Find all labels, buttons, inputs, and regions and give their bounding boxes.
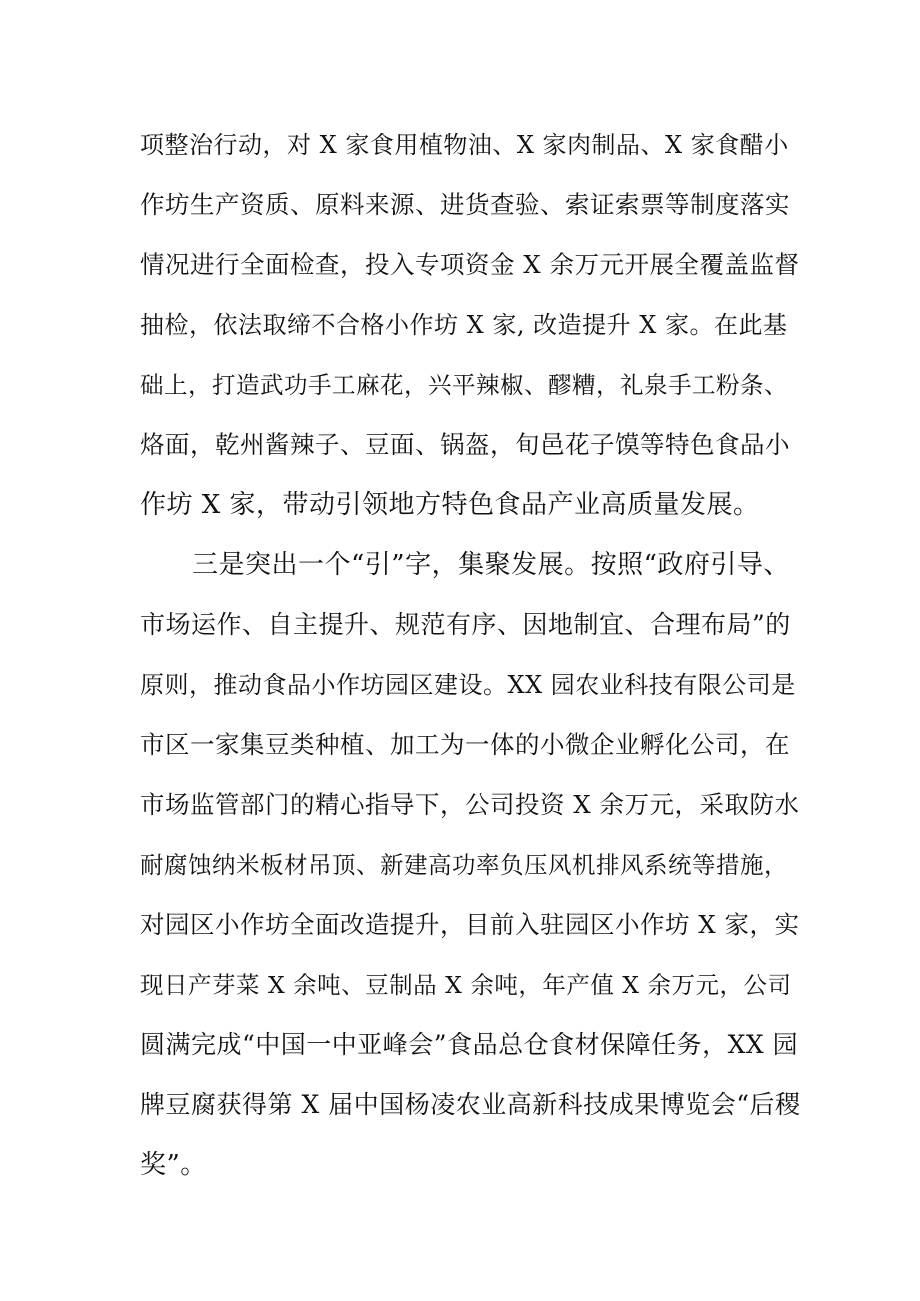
text-line: 圆满完成“中国一中亚峰会”食品总仓食材保障任务，XX 园	[140, 1030, 799, 1059]
text-line: 现日产芽菜 X 余吨、豆制品 X 余吨，年产值 X 余万元，公司	[140, 971, 792, 999]
text-line-indented: 三是突出一个“引”字，集聚发展。按照“政府引导、	[192, 550, 790, 580]
text-line: 牌豆腐获得第 X 届中国杨凌农业高新科技成果博览会“后稷	[140, 1090, 801, 1119]
text-line: 烙面，乾州酱辣子、豆面、锅盔，旬邑花子馍等特色食品小	[140, 430, 790, 459]
text-line: 市区一家集豆类种植、加工为一体的小微企业孵化公司，在	[140, 730, 790, 759]
text-line: 市场运作、自主提升、规范有序、因地制宜、合理布局”的	[140, 610, 791, 639]
text-line: 项整治行动，对 X 家食用植物油、X 家肉制品、X 家食醋小	[140, 131, 789, 159]
text-line: 原则，推动食品小作坊园区建设。XX 园农业科技有限公司是	[140, 671, 796, 699]
text-line: 情况进行全面检查，投入专项资金 X 余万元开展全覆盖监督	[140, 250, 800, 279]
text-line: 作坊生产资质、原料来源、进货查验、索证索票等制度落实	[140, 190, 790, 219]
text-line: 作坊 X 家，带动引领地方特色食品产业高质量发展。	[140, 490, 760, 520]
text-line: 市场监管部门的精心指导下，公司投资 X 余万元，采取防水	[140, 790, 800, 819]
text-line: 对园区小作坊全面改造提升，目前入驻园区小作坊 X 家，实	[140, 910, 800, 939]
text-line: 抽检，依法取缔不合格小作坊 X 家, 改造提升 X 家。在此基	[140, 311, 788, 339]
text-line: 础上，打造武功手工麻花，兴平辣椒、醪糟，礼泉手工粉条、	[140, 371, 788, 399]
text-line: 奖”。	[140, 1150, 207, 1180]
text-line: 耐腐蚀纳米板材吊顶、新建高功率负压风机排风系统等措施，	[140, 851, 788, 879]
